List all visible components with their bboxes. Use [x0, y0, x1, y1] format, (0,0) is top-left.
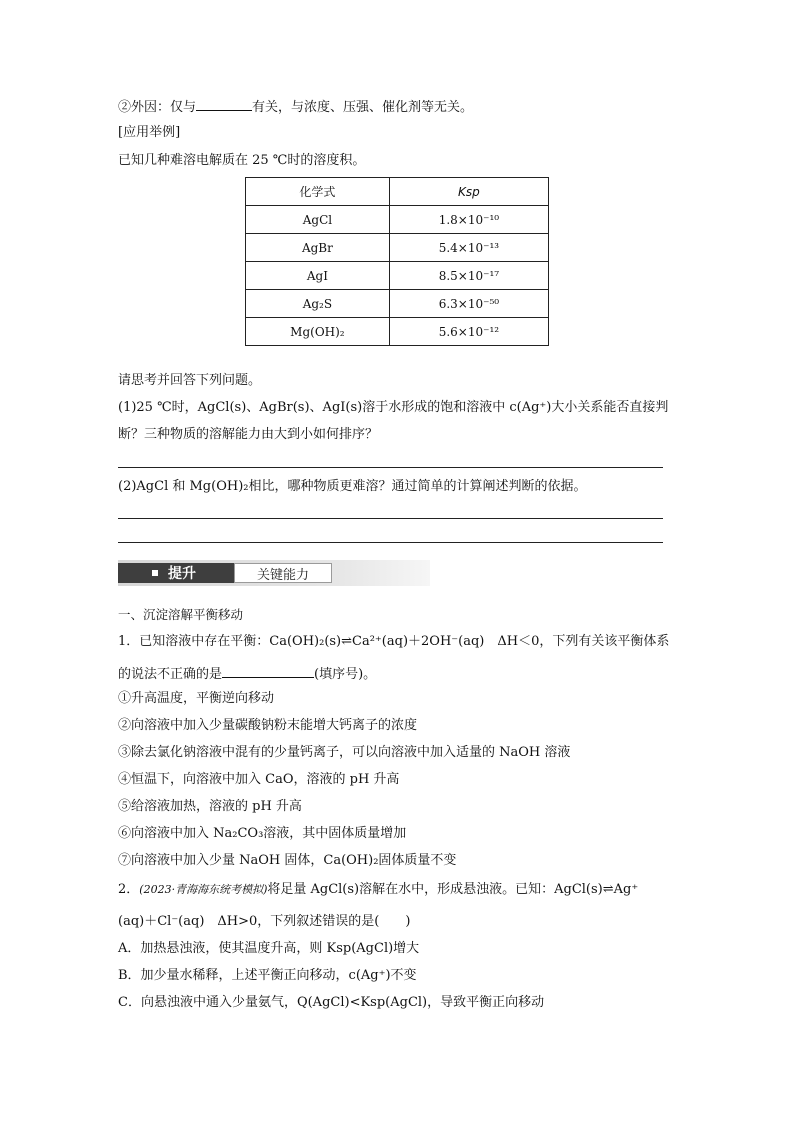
table-cell-ksp: 5.6×10⁻¹²	[389, 318, 548, 346]
list-item: ④恒温下，向溶液中加入 CaO，溶液的 pH 升高	[118, 772, 400, 787]
example-heading: [应用举例]	[118, 125, 181, 140]
line-external-factor	[118, 96, 473, 117]
table-cell-formula: AgBr	[246, 234, 390, 262]
choice-c: C．向悬浊液中通入少量氨气，Q(AgCl)<Ksp(AgCl)，导致平衡正向移动	[118, 995, 545, 1010]
problem-2-source: (2023·青海海东统考模拟)	[139, 883, 268, 896]
problem-2-text: 将足量 AgCl(s)溶解在水中，形成悬浊液。已知：AgCl(s)⇌Ag⁺	[267, 882, 639, 897]
question-1-line-1: (1)25 ℃时，AgCl(s)、AgBr(s)、AgI(s)溶于水形成的饱和溶液中 c(Ag⁺)大小关系能否直接判	[118, 400, 669, 415]
banner-tag	[118, 563, 234, 583]
list-item: ②向溶液中加入少量碳酸钠粉末能增大钙离子的浓度	[118, 718, 418, 733]
table-cell-ksp: 8.5×10⁻¹⁷	[389, 262, 548, 290]
problem-1-prompt: 的说法不正确的是	[118, 667, 223, 682]
table-row	[246, 206, 549, 234]
problem-2-line-2: (aq)＋Cl⁻(aq) ΔH>0，下列叙述错误的是( )	[118, 914, 411, 929]
section-title: 一、沉淀溶解平衡移动	[118, 607, 244, 622]
list-item: ①升高温度，平衡逆向移动	[118, 691, 275, 706]
table-cell-ksp: 6.3×10⁻⁵⁰	[389, 290, 548, 318]
table-row	[246, 262, 549, 290]
table-header-row	[246, 178, 549, 206]
problem-1-instruction: (填序号)。	[314, 667, 377, 682]
banner-left-label: 提升	[168, 566, 196, 582]
table-cell-formula: Ag₂S	[246, 290, 390, 318]
table-cell-ksp: 1.8×10⁻¹⁰	[389, 206, 548, 234]
table-cell-formula: AgI	[246, 262, 390, 290]
table-header-formula: 化学式	[246, 178, 390, 206]
table-cell-formula: Mg(OH)₂	[246, 318, 390, 346]
table-row	[246, 290, 549, 318]
table-header-ksp: Ksp	[389, 178, 548, 206]
list-item: ⑦向溶液中加入少量 NaOH 固体，Ca(OH)₂固体质量不变	[118, 853, 457, 868]
problem-2-line-1	[118, 881, 638, 899]
table-intro: 已知几种难溶电解质在 25 ℃时的溶度积。	[118, 153, 366, 168]
table-row	[246, 234, 549, 262]
table-cell-ksp: 5.4×10⁻¹³	[389, 234, 548, 262]
answer-line[interactable]	[118, 518, 663, 519]
question-2: (2)AgCl 和 Mg(OH)₂相比，哪种物质更难溶？通过简单的计算阐述判断的依据。	[118, 479, 587, 494]
list-item: ⑤给溶液加热，溶液的 pH 升高	[118, 799, 302, 814]
section-banner	[118, 560, 430, 586]
square-icon	[152, 570, 158, 576]
problem-1-line-2	[118, 663, 376, 684]
problem-1-line-1: 1．已知溶液中存在平衡：Ca(OH)₂(s)⇌Ca²⁺(aq)＋2OH⁻(aq) ΔH＜0，下列有关该平衡体系	[118, 634, 670, 649]
answer-blank[interactable]	[222, 663, 314, 678]
answer-line[interactable]	[118, 467, 663, 468]
external-factor-suffix: 有关，与浓度、压强、催化剂等无关。	[252, 100, 474, 115]
choice-b: B．加少量水稀释，上述平衡正向移动，c(Ag⁺)不变	[118, 968, 417, 983]
table-row	[246, 318, 549, 346]
banner-subtitle: 关键能力	[234, 563, 332, 583]
question-1-line-2: 断？三种物质的溶解能力由大到小如何排序？	[118, 427, 379, 442]
ksp-table	[245, 177, 549, 346]
question-intro: 请思考并回答下列问题。	[118, 373, 262, 388]
table-cell-formula: AgCl	[246, 206, 390, 234]
answer-line[interactable]	[118, 542, 663, 543]
external-factor-prefix: ②外因：仅与	[118, 100, 197, 115]
list-item: ③除去氯化钠溶液中混有的少量钙离子，可以向溶液中加入适量的 NaOH 溶液	[118, 745, 571, 760]
list-item: ⑥向溶液中加入 Na₂CO₃溶液，其中固体质量增加	[118, 826, 407, 841]
choice-a: A．加热悬浊液，使其温度升高，则 Ksp(AgCl)增大	[118, 941, 420, 956]
fill-blank[interactable]	[196, 96, 252, 111]
problem-2-number: 2．	[118, 882, 140, 897]
